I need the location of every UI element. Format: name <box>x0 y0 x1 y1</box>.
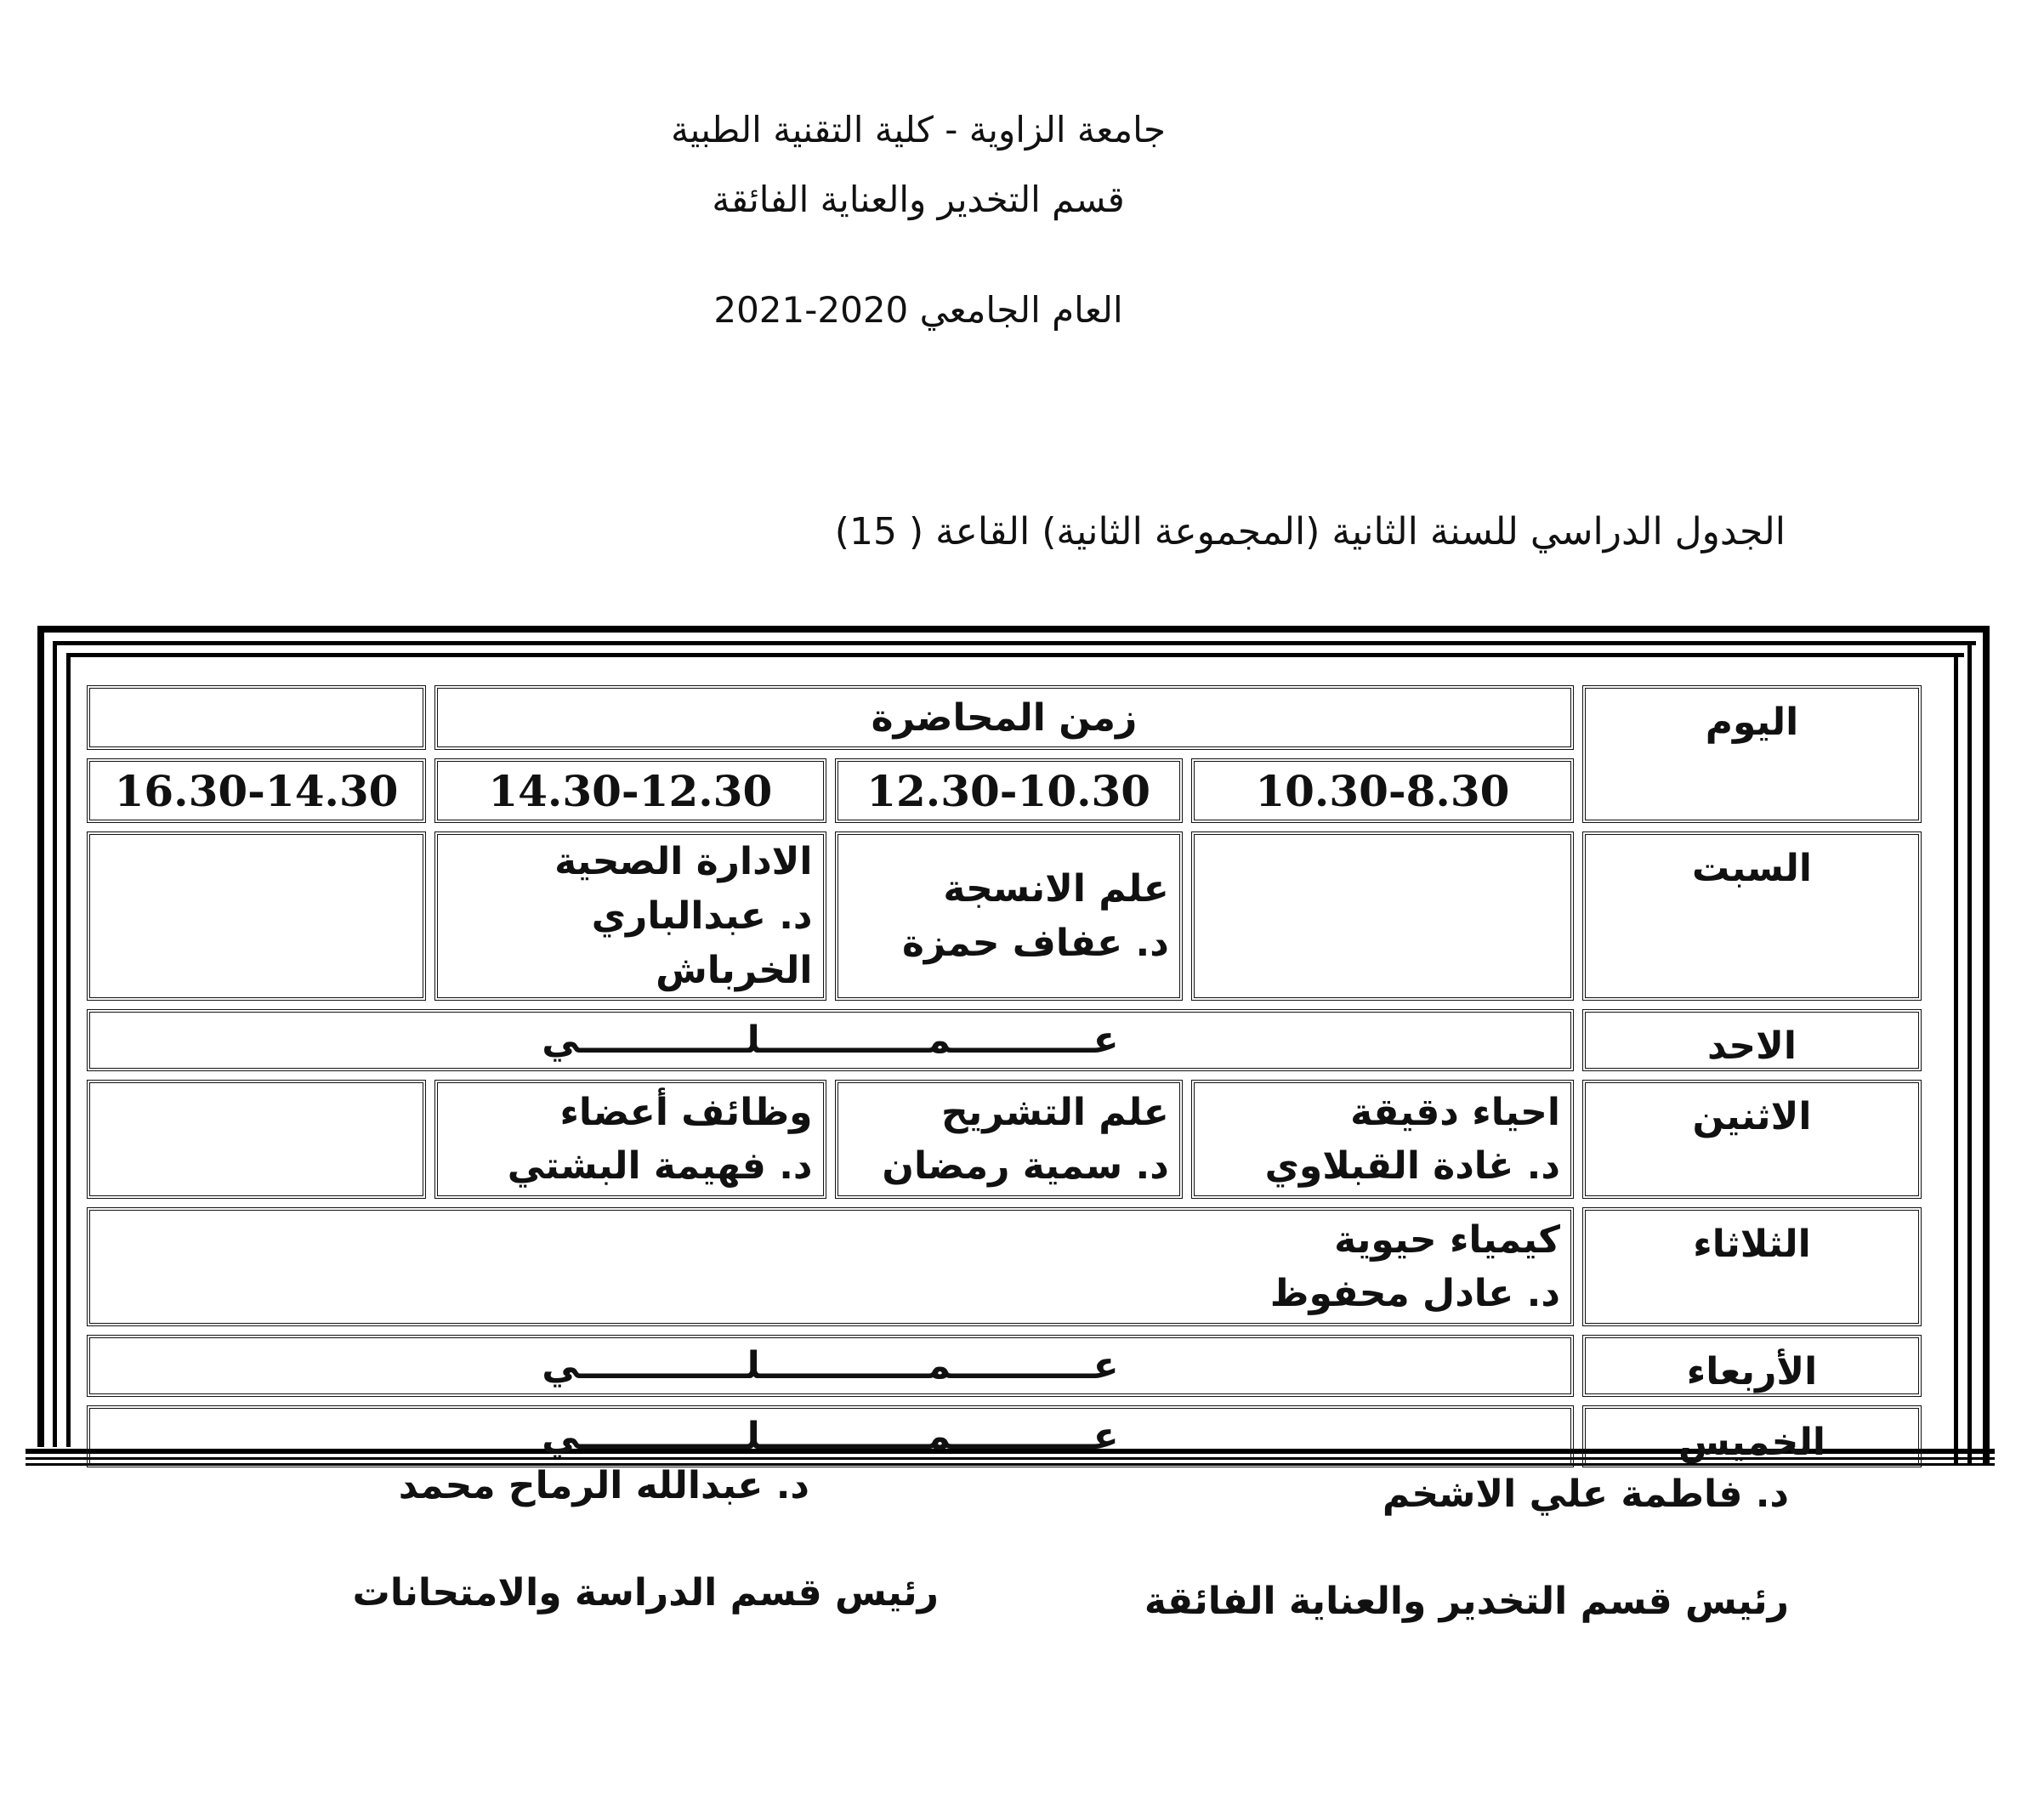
schedule-table <box>78 677 1930 1465</box>
day-thursday: الخميس <box>1582 1405 1922 1467</box>
day-wednesday: الأربعاء <box>1582 1335 1922 1397</box>
practical-cell: عـــــــــــمـــــــــــــلـــــــــــــي <box>87 1335 1574 1397</box>
course-cell <box>835 831 1183 1001</box>
course-name: احياء دقيقة <box>1350 1090 1560 1134</box>
signature-left-name: د. عبدالله الرماح محمد <box>398 1464 809 1507</box>
time-header: زمن المحاضرة <box>434 685 1574 750</box>
course-name: الادارة الصحية <box>554 840 813 883</box>
course-name: وظائف أعضاء <box>559 1090 813 1134</box>
lecturer-name: د. سمية رمضان <box>882 1144 1169 1189</box>
schedule-caption: الجدول الدراسي للسنة الثانية (المجموعة الثانية) القاعة ( 15) <box>834 510 1786 553</box>
lecturer-name: د. عادل محفوظ <box>1269 1272 1560 1316</box>
academic-year: العام الجامعي 2020-2021 <box>713 289 1123 331</box>
day-sunday: الاحد <box>1582 1009 1922 1071</box>
lecturer-name: د. فهيمة البشتي <box>507 1144 813 1189</box>
day-monday: الاثنين <box>1582 1080 1922 1199</box>
table-row <box>87 1080 1922 1199</box>
slot-3: 14.30-12.30 <box>434 758 826 823</box>
slot-1: 10.30-8.30 <box>1191 758 1574 823</box>
day-tuesday: الثلاثاء <box>1582 1207 1922 1326</box>
signature-right-title: رئيس قسم التخدير والعناية الفائقة <box>1144 1580 1789 1623</box>
course-cell <box>835 1080 1183 1199</box>
course-cell <box>1191 1080 1574 1199</box>
signature-left-title: رئيس قسم الدراسة والامتحانات <box>352 1571 939 1615</box>
day-saturday: السبت <box>1582 831 1922 1001</box>
course-name: علم الانسجة <box>943 866 1169 911</box>
table-row <box>87 1009 1922 1071</box>
university-title: جامعة الزاوية - كلية التقنية الطبية <box>671 109 1166 150</box>
practical-cell: عـــــــــــمـــــــــــــلـــــــــــــي <box>87 1405 1574 1467</box>
lecturer-name: د. عبدالباري الخرباش <box>591 894 813 992</box>
signature-right-name: د. فاطمة علي الاشخم <box>1382 1473 1789 1516</box>
course-cell <box>434 831 826 1001</box>
table-row <box>87 1405 1922 1467</box>
cell-empty <box>87 1080 426 1199</box>
practical-cell: عـــــــــــمـــــــــــــلـــــــــــــي <box>87 1009 1574 1071</box>
slot-4: 16.30-14.30 <box>87 758 426 823</box>
course-name: كيمياء حيوية <box>1334 1217 1560 1262</box>
department-title: قسم التخدير والعناية الفائقة <box>712 179 1125 220</box>
table-row <box>87 1335 1922 1397</box>
course-cell <box>87 1207 1574 1326</box>
cell-empty <box>1191 831 1574 1001</box>
slot-2: 12.30-10.30 <box>835 758 1183 823</box>
lecturer-name: د. عفاف حمزة <box>901 921 1169 965</box>
lecturer-name: د. غادة القبلاوي <box>1264 1144 1560 1189</box>
course-cell <box>434 1080 826 1199</box>
day-header: اليوم <box>1582 685 1922 823</box>
empty-header-cell <box>87 685 426 750</box>
table-row <box>87 1207 1922 1326</box>
course-name: علم التشريح <box>941 1090 1169 1134</box>
cell-empty <box>87 831 426 1001</box>
table-row <box>87 831 1922 1001</box>
